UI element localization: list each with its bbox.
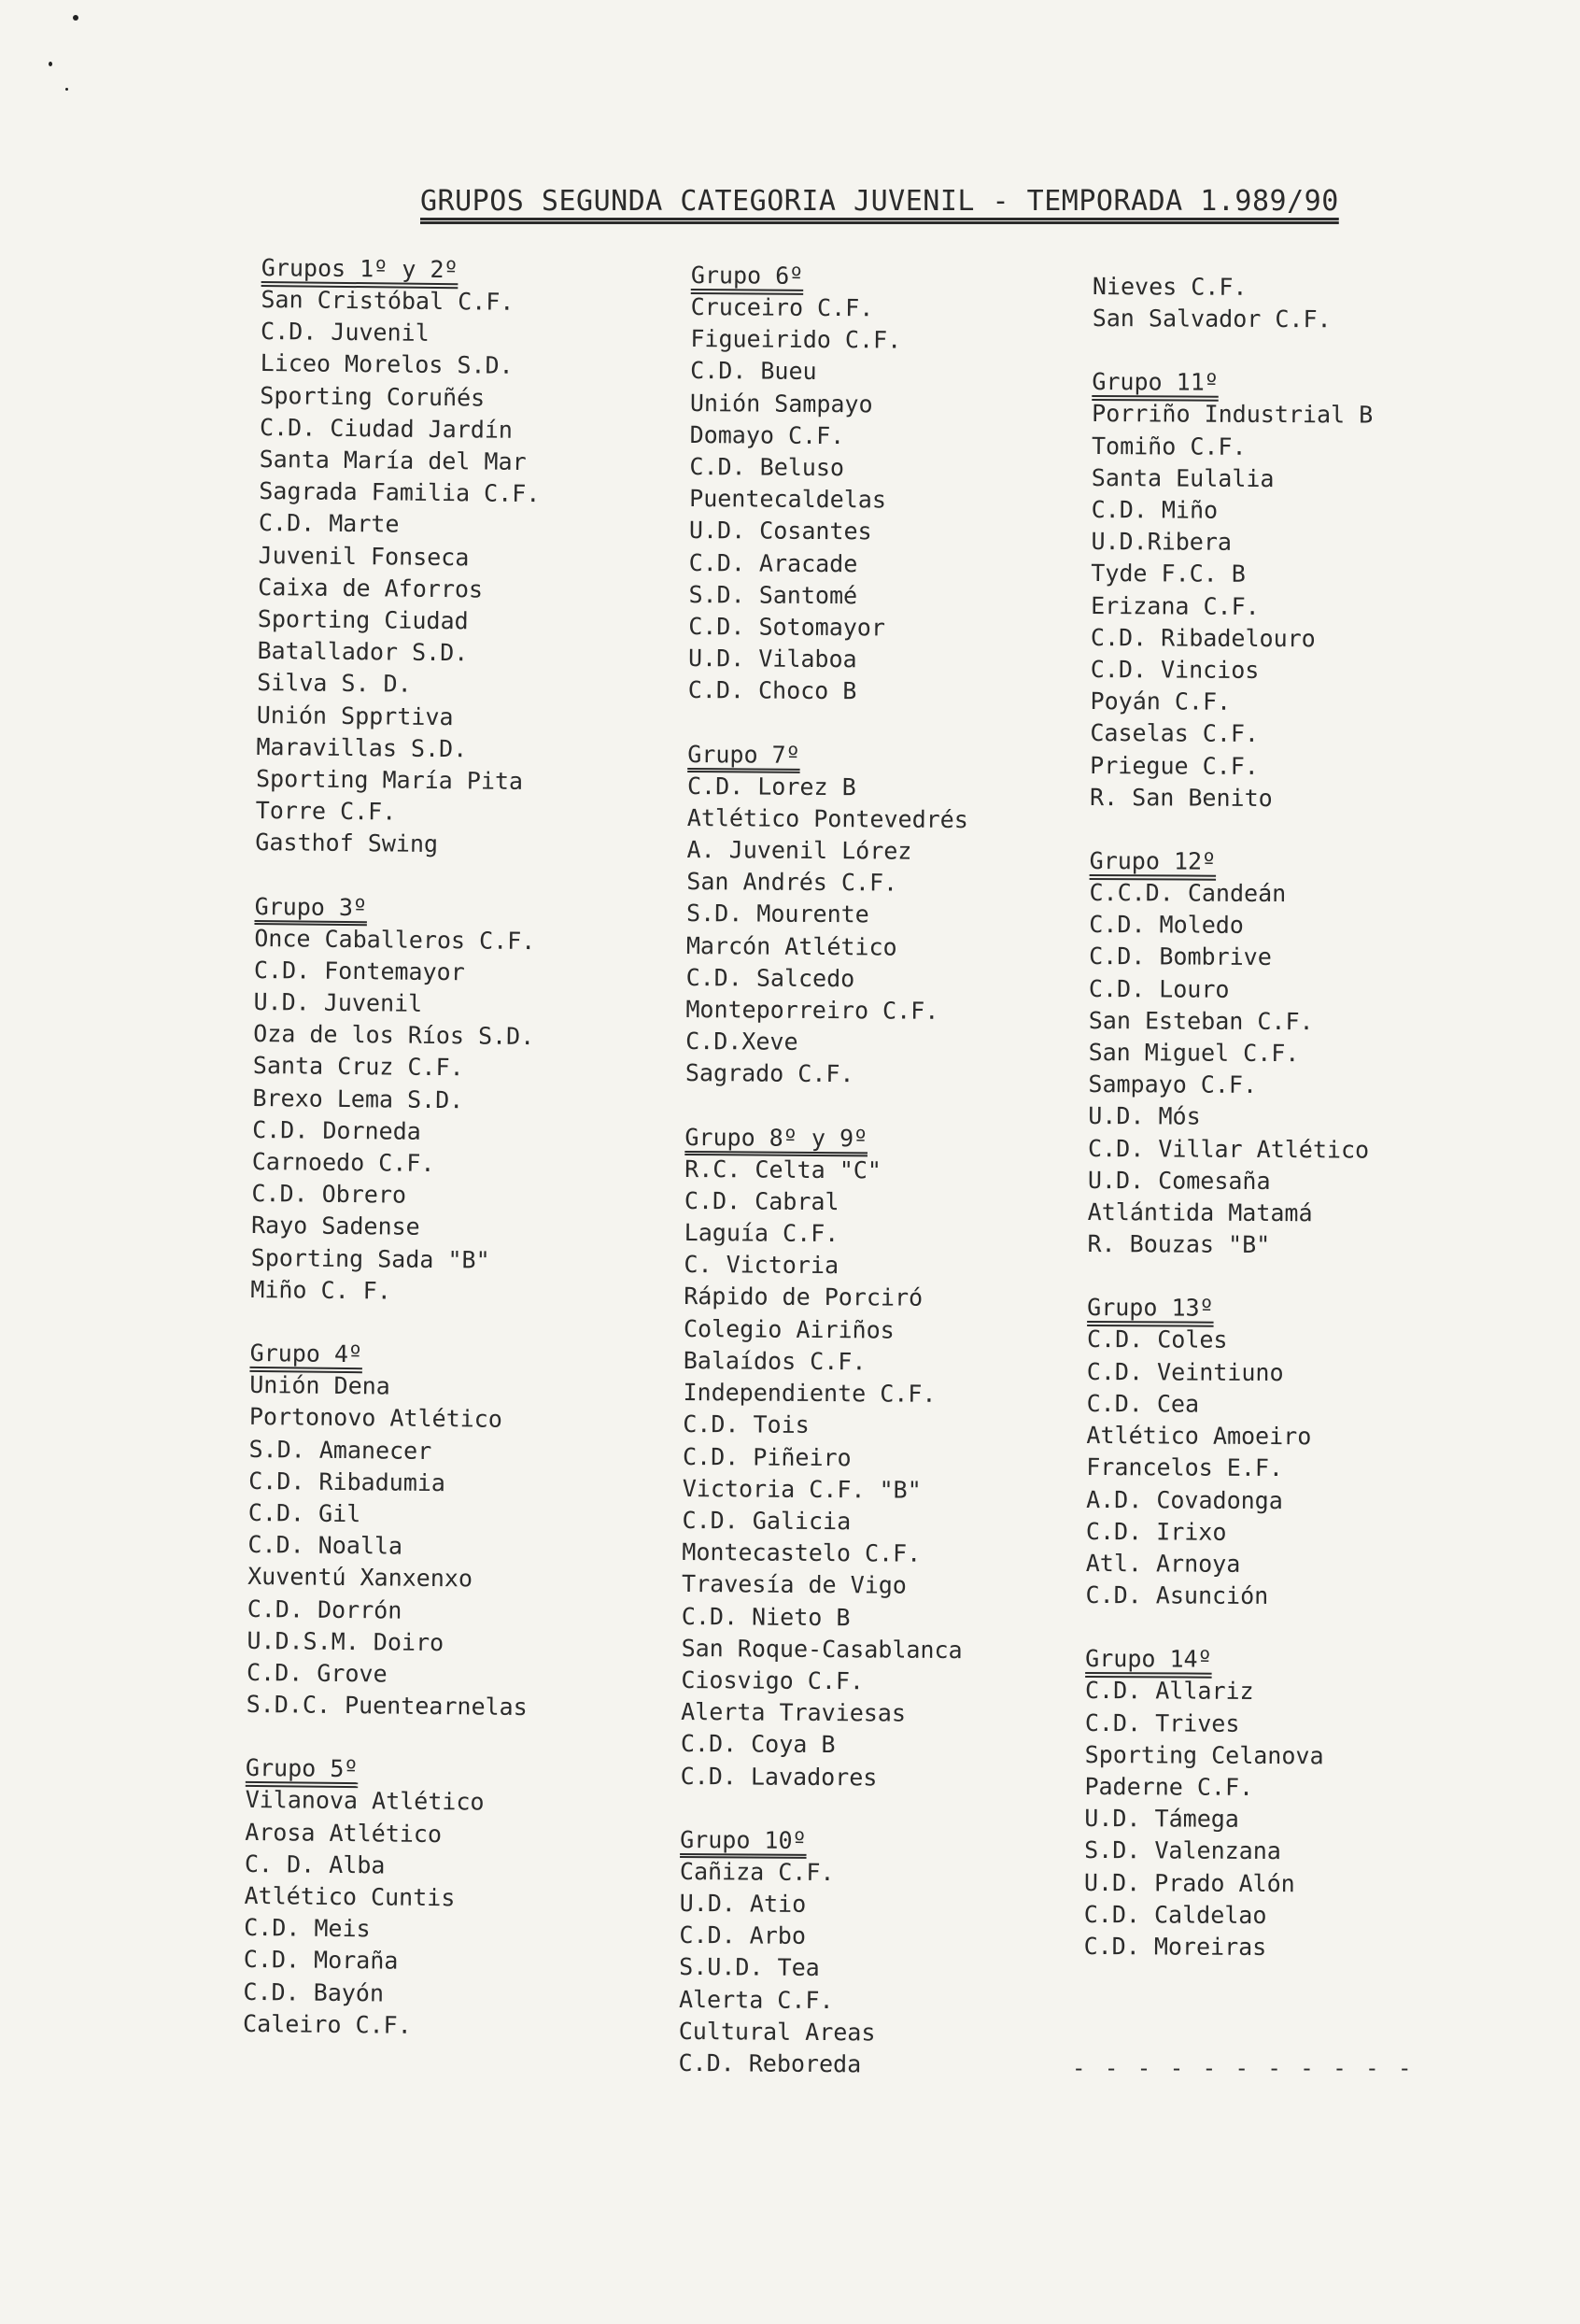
team-item: Priegue C.F. [1090, 751, 1259, 780]
team-item: C.D. Lorez B [686, 772, 856, 801]
team-item: C.D. Aracade [688, 548, 858, 577]
team-item: Santa María del Mar [259, 446, 527, 475]
team-item: S.D. Valenzana [1084, 1836, 1281, 1865]
team-item: Nieves C.F. [1092, 272, 1248, 301]
team-item: Montecastelo C.F. [682, 1538, 922, 1567]
team-item: C.D. Salcedo [685, 963, 855, 993]
team-item: Santa Eulalia [1091, 463, 1275, 492]
team-item: Sporting Ciudad [257, 605, 469, 635]
team-item: Juvenil Fonseca [258, 541, 470, 571]
team-item: U.D. Támega [1084, 1805, 1239, 1833]
team-item: Unión Spprtiva [256, 701, 454, 730]
team-item: C.D. Dorneda [252, 1115, 421, 1145]
team-item: C.D. Bayón [243, 1977, 385, 2007]
team-item: Batallador S.D. [257, 637, 469, 667]
team-item: Domayo C.F. [689, 420, 845, 449]
team-item: Paderne C.F. [1084, 1772, 1254, 1801]
team-item: C.D. Moledo [1089, 911, 1244, 940]
team-item: Alerta Traviesas [681, 1698, 907, 1727]
team-item: Balaídos C.F. [683, 1346, 867, 1376]
team-item: Marcón Atlético [685, 931, 897, 961]
team-item: C.D. Juvenil [260, 318, 430, 347]
team-item: C.D. Piñeiro [682, 1442, 852, 1471]
team-item: Oza de los Ríos S.D. [253, 1020, 535, 1051]
team-item: U.D. Comesaña [1087, 1166, 1271, 1195]
team-item: C.D. Coles [1086, 1325, 1228, 1354]
team-item: A.D. Covadonga [1086, 1485, 1283, 1514]
team-item: C.D. Galicia [682, 1506, 852, 1536]
group-title: Grupo 3º [254, 892, 368, 921]
team-item: C.D. Tois [683, 1410, 810, 1439]
team-item: Miño C. F. [250, 1275, 392, 1305]
team-item: C.D. Cabral [684, 1186, 839, 1216]
team-item: Monteporreiro C.F. [685, 996, 939, 1025]
team-item: C.D. Sotomayor [688, 613, 886, 642]
group-title: Grupo 11º [1092, 368, 1219, 397]
column-3 [1083, 271, 1494, 1996]
group-title: Grupos 1º y 2º [261, 253, 458, 284]
team-item: C.D. Nieto B [681, 1602, 851, 1631]
document-title-block [420, 185, 1339, 218]
team-item: C.D. Trives [1084, 1708, 1240, 1737]
team-item: C.D. Cea [1086, 1389, 1200, 1418]
team-item: Tomiño C.F. [1091, 432, 1247, 461]
group-10 [678, 1824, 1081, 2082]
team-item: C.D. Vincios [1090, 656, 1260, 684]
team-item: Poyán C.F. [1090, 687, 1232, 716]
team-item: C.D. Noalla [247, 1531, 403, 1560]
team-item: Unión Dena [249, 1371, 390, 1400]
team-item: C.D. Gil [247, 1498, 361, 1528]
group-title: Grupo 4º [249, 1339, 363, 1368]
team-item: C.D. Asunción [1085, 1581, 1269, 1610]
team-item: Sagrada Familia C.F. [259, 477, 541, 508]
team-item: Erizana C.F. [1091, 591, 1260, 620]
team-item: C.D. Allariz [1084, 1677, 1254, 1706]
team-item: Francelos E.F. [1086, 1453, 1284, 1482]
team-item: Caleiro C.F. [242, 2009, 412, 2039]
team-item: S.D. Amanecer [248, 1435, 432, 1465]
team-item: C.C.D. Candeán [1089, 879, 1287, 908]
team-item: U.D. Mós [1088, 1102, 1201, 1131]
team-item: Atlético Amoeiro [1086, 1422, 1312, 1451]
team-item: S.U.D. Tea [679, 1953, 820, 1982]
team-item: C.D. Bueu [690, 357, 817, 386]
group-title: Grupo 8º y 9º [684, 1123, 868, 1153]
group-13 [1085, 1292, 1488, 1613]
team-item: Caixa de Aforros [258, 573, 484, 603]
team-item: U.D. Atio [679, 1889, 807, 1918]
team-item: Santa Cruz C.F. [252, 1052, 464, 1082]
team-item: C.D. Fontemayor [253, 956, 465, 986]
team-item: R. San Benito [1089, 783, 1273, 812]
team-item: C.D. Bombrive [1089, 942, 1272, 971]
team-item: U.D.Ribera [1091, 528, 1233, 557]
team-item: C.D. Irixo [1085, 1517, 1227, 1546]
team-item: Cruceiro C.F. [690, 292, 874, 322]
team-item: S.D. Santomé [688, 580, 858, 610]
team-item: Maravillas S.D. [256, 732, 468, 763]
team-item: Travesía de Vigo [682, 1570, 908, 1599]
team-item: Sampayo C.F. [1088, 1070, 1258, 1099]
team-item: C.D. Reboreda [678, 2048, 862, 2078]
team-item: Unión Sampayo [689, 389, 873, 418]
team-item: U.D. Cosantes [688, 517, 872, 546]
team-item: Gasthof Swing [255, 829, 439, 858]
paper-speck [65, 88, 68, 91]
group-title: Grupo 5º [245, 1754, 359, 1783]
team-item: Silva S. D. [257, 669, 412, 699]
team-item: Sporting Coruñés [260, 381, 486, 412]
team-item: C.D. Arbo [679, 1921, 807, 1950]
group-6 [688, 260, 1093, 710]
team-item: Sporting Sada "B" [250, 1243, 490, 1274]
team-item: Atlántida Matamá [1087, 1198, 1313, 1227]
group-14 [1084, 1643, 1488, 1964]
team-item: Cultural Areas [678, 2017, 876, 2047]
team-item: C.D. Miño [1091, 496, 1219, 524]
group-4 [247, 1338, 652, 1725]
team-item: San Cristóbal C.F. [261, 285, 515, 316]
team-item: Once Caballeros C.F. [254, 924, 536, 955]
team-item: Tyde F.C. B [1091, 560, 1246, 588]
team-item: C. Victoria [684, 1251, 839, 1280]
team-item: C.D. Villar Atlético [1088, 1134, 1370, 1164]
team-item: Brexo Lema S.D. [252, 1084, 464, 1113]
team-item: A. Juvenil Lórez [686, 836, 912, 865]
team-item: C.D. Ciudad Jardín [259, 413, 514, 444]
team-item: C.D. Grove [246, 1658, 388, 1688]
team-item: C.D. Beluso [689, 453, 845, 482]
team-item: Rápido de Porciró [684, 1282, 924, 1312]
team-item: Sagrado C.F. [684, 1059, 854, 1088]
team-item: S.D. Mourente [686, 900, 869, 928]
team-item: Carnoedo C.F. [251, 1148, 435, 1178]
group-7 [685, 739, 1090, 1093]
group-10-continuation [1093, 271, 1494, 337]
team-item: C.D. Coya B [680, 1730, 836, 1759]
group-title: Grupo 13º [1087, 1294, 1214, 1323]
team-item: Rayo Sadense [250, 1212, 420, 1241]
group-title: Grupo 14º [1085, 1645, 1212, 1674]
team-item: Torre C.F. [255, 797, 397, 826]
team-item: C.D.Xeve [685, 1027, 798, 1056]
team-item: Vilanova Atlético [245, 1786, 485, 1816]
team-item: C. D. Alba [244, 1849, 386, 1879]
team-item: Sporting María Pita [255, 765, 524, 796]
team-item: C.D. Ribadelouro [1090, 623, 1316, 653]
team-item: San Esteban C.F. [1088, 1006, 1314, 1036]
group-title: Grupo 7º [687, 740, 800, 769]
team-item: San Miguel C.F. [1088, 1039, 1300, 1068]
team-item: Arosa Atlético [245, 1818, 443, 1848]
document-title: GRUPOS SEGUNDA CATEGORIA JUVENIL - TEMPORADA 1.989/90 [420, 185, 1339, 218]
team-item: Figueirido C.F. [690, 325, 902, 354]
team-item: Xuventú Xanxenxo [247, 1563, 473, 1593]
group-8-9 [681, 1122, 1087, 1795]
team-item: Porriño Industrial B [1092, 400, 1374, 429]
group-1-2 [255, 252, 663, 863]
team-item: Colegio Airiños [683, 1314, 895, 1344]
group-12 [1087, 845, 1490, 1263]
team-item: Laguía C.F. [684, 1219, 839, 1248]
team-item: San Roque-Casablanca [681, 1634, 963, 1664]
team-item: C.D. Moraña [243, 1946, 399, 1975]
team-item: C.D. Obrero [251, 1180, 407, 1209]
paper-speck [73, 15, 78, 21]
team-item: Liceo Morelos S.D. [260, 349, 514, 380]
group-title: Grupo 12º [1089, 847, 1217, 875]
team-item: C.D. Marte [258, 509, 400, 538]
column-2 [678, 260, 1093, 2114]
group-5 [243, 1752, 647, 2044]
team-item: S.D.C. Puentearnelas [246, 1691, 528, 1722]
team-item: Atlético Pontevedrés [686, 803, 968, 833]
team-item: San Salvador C.F. [1092, 305, 1332, 333]
team-item: C.D. Moreiras [1083, 1932, 1267, 1961]
team-item: C.D. Choco B [687, 676, 857, 705]
team-item: Atl. Arnoya [1085, 1549, 1241, 1578]
group-3 [250, 891, 656, 1311]
team-item: C.D. Louro [1088, 974, 1230, 1003]
column-1 [243, 252, 663, 2076]
team-item: U.D.S.M. Doiro [247, 1626, 444, 1656]
team-item: Alerta C.F. [678, 1985, 834, 2014]
team-item: Ciosvigo C.F. [681, 1665, 865, 1695]
team-item: C.D. Veintiuno [1086, 1357, 1284, 1386]
group-title: Grupo 6º [690, 261, 804, 290]
team-item: Sporting Celanova [1084, 1740, 1324, 1770]
team-item: Portonovo Atlético [248, 1403, 503, 1434]
team-item: C.D. Ribadumia [248, 1467, 446, 1496]
end-of-list-mark: - - - - - - - - - - - [1072, 2055, 1415, 2081]
team-item: C.D. Lavadores [680, 1762, 878, 1791]
team-item: Independiente C.F. [683, 1379, 937, 1408]
team-item: R. Bouzas "B" [1087, 1230, 1271, 1259]
team-item: C.D. Caldelao [1083, 1900, 1267, 1929]
team-item: Atlético Cuntis [244, 1881, 456, 1912]
team-item: Victoria C.F. "B" [682, 1474, 922, 1504]
team-item: U.D. Prado Alón [1083, 1868, 1295, 1897]
team-item: C.D. Dorrón [247, 1594, 402, 1624]
paper-speck [49, 62, 52, 66]
team-item: R.C. Celta "C" [684, 1155, 882, 1184]
group-11 [1090, 366, 1494, 815]
team-item: Cañiza C.F. [679, 1857, 835, 1886]
team-item: San Andrés C.F. [686, 868, 898, 897]
group-title: Grupo 10º [680, 1825, 807, 1854]
team-item: U.D. Vilaboa [687, 645, 857, 673]
team-item: U.D. Juvenil [253, 988, 423, 1017]
team-item: C.D. Meis [244, 1914, 371, 1943]
team-item: Caselas C.F. [1090, 719, 1260, 748]
team-item: Puentecaldelas [689, 485, 887, 514]
